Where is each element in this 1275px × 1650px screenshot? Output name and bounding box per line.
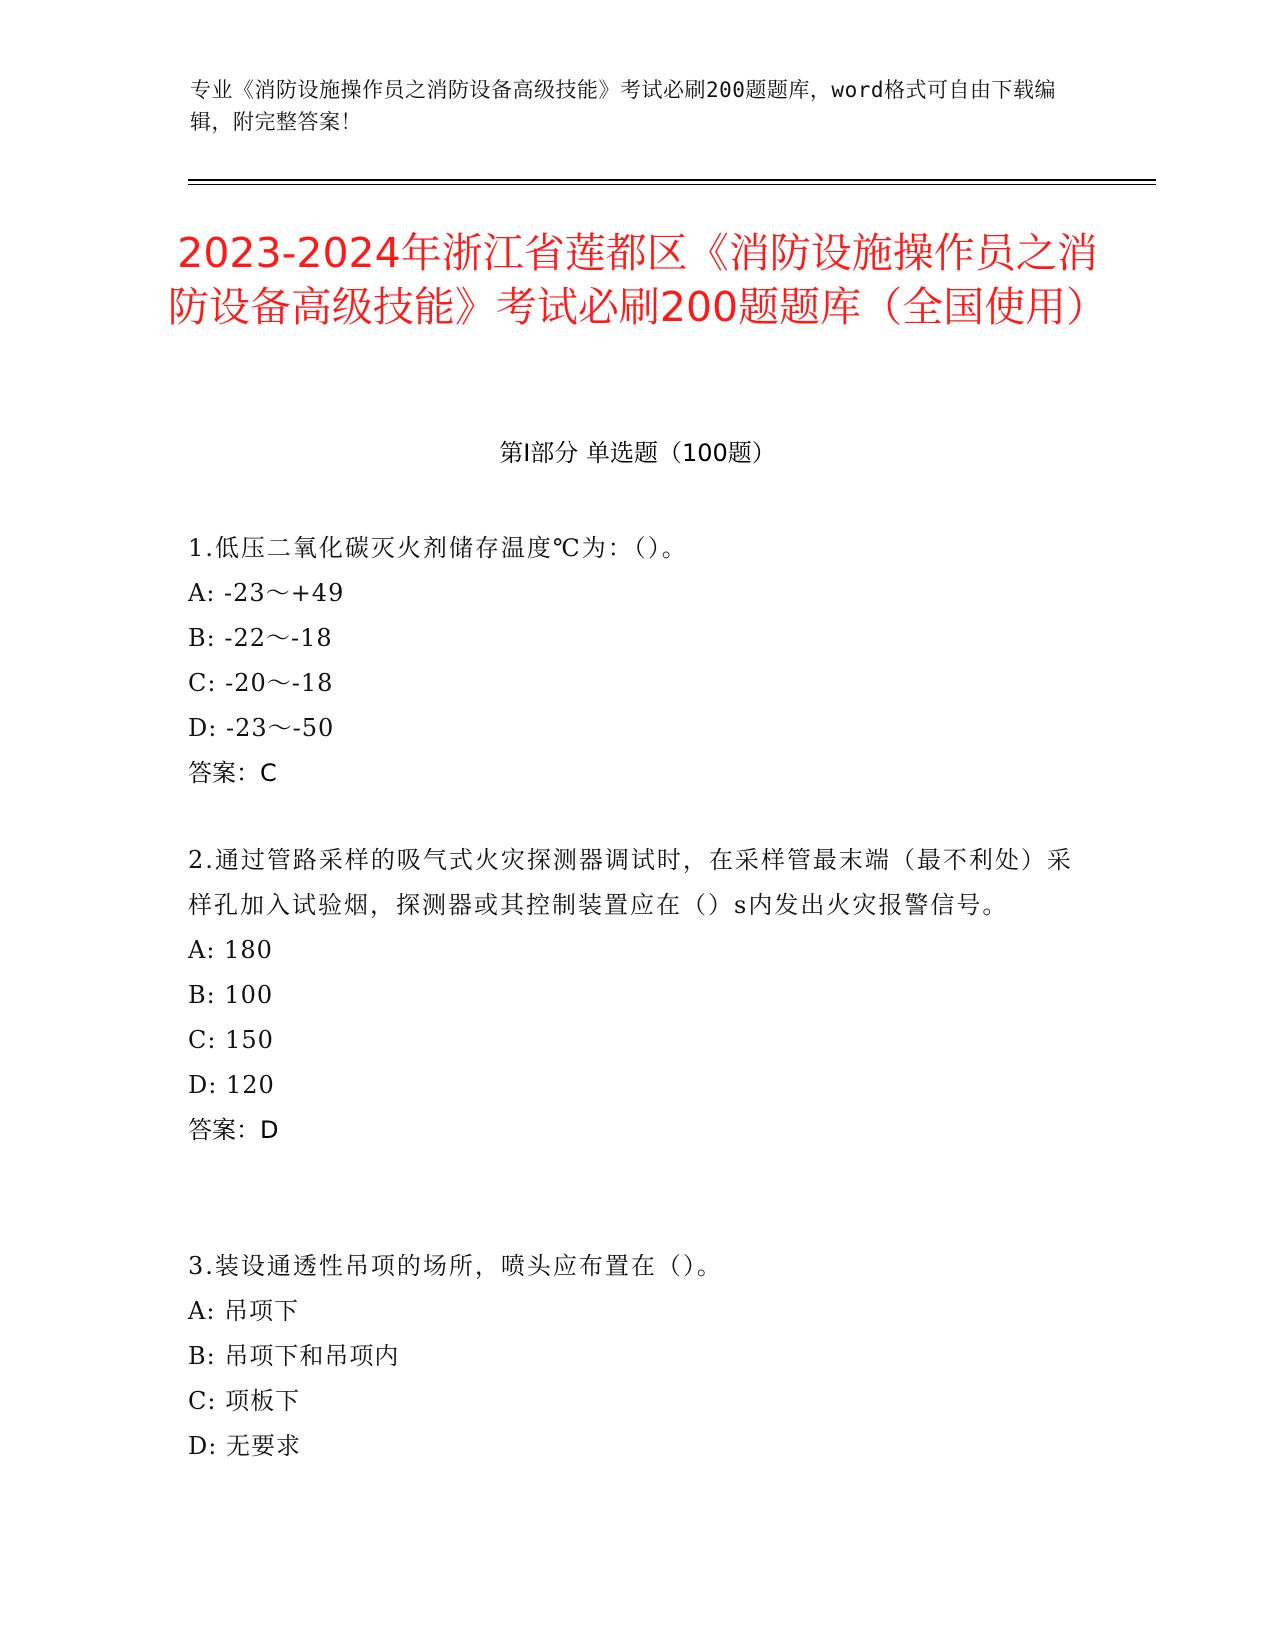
header-rule-thin [188,184,1156,185]
question-text: 2.通过管路采样的吸气式火灾探测器调试时，在采样管最末端（最不利处）采样孔加入试验烟，探测器或其控制装置应在（）s内发出火灾报警信号。 [188,846,1073,919]
question-text: 3.装设通透性吊项的场所，喷头应布置在（）。 [188,1252,723,1280]
section-heading: 第I部分 单选题（100题） [499,439,776,467]
question-1 [188,526,1088,796]
answer: 答案：C [188,759,277,787]
option-d: D: 120 [188,1071,275,1099]
document-title: 2023-2024年浙江省莲都区《消防设施操作员之消防设备高级技能》考试必刷200题题库（全国使用） [167,229,1108,331]
option-b: B: 吊项下和吊项内 [188,1342,400,1370]
header-note: 专业《消防设施操作员之消防设备高级技能》考试必刷200题题库，word格式可自由下载编辑，附完整答案！ [190,78,1056,134]
option-c: C: 150 [188,1026,274,1054]
question-2 [188,838,1088,1153]
question-3 [188,1244,1088,1469]
header-rule-thick [188,179,1156,181]
question-text: 1.低压二氧化碳灭火剂储存温度℃为：（）。 [188,534,688,562]
option-a: A: -23～+49 [188,579,345,607]
option-d: D: 无要求 [188,1432,301,1460]
answer: 答案：D [188,1116,279,1144]
option-b: B: -22～-18 [188,624,333,652]
option-a: A: 180 [188,936,273,964]
option-c: C: -20～-18 [188,669,334,697]
option-c: C: 项板下 [188,1387,301,1415]
option-b: B: 100 [188,981,274,1009]
option-a: A: 吊项下 [188,1297,300,1325]
option-d: D: -23～-50 [188,714,335,742]
